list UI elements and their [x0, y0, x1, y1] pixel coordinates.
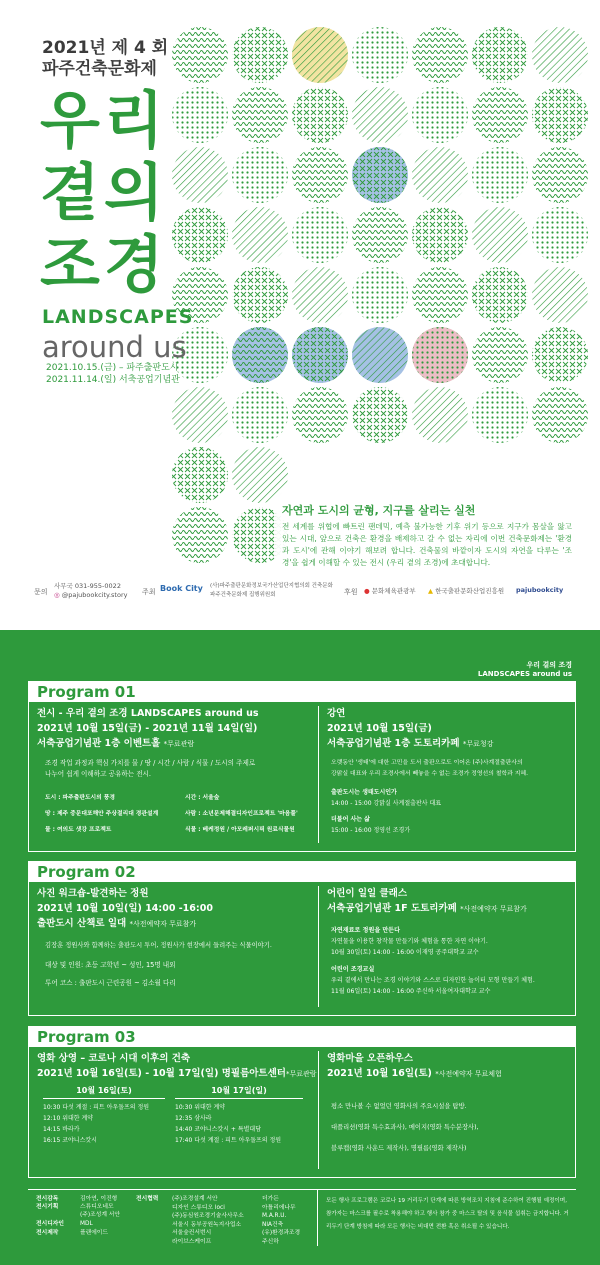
openhouse-line3: 블루캡(영화 사운드 제작사), 명필름(영화 제작사) [331, 1145, 467, 1152]
openhouse-line1: 평소 만나볼 수 없었던 영화사의 주요시설을 탐방. [331, 1103, 467, 1110]
day2-row: 17:40 다섯 계절 : 피트 아우돌프의 정원 [175, 1137, 282, 1144]
column-divider [318, 1051, 319, 1169]
film-date [37, 1066, 317, 1082]
circle-pattern-graphic [170, 25, 590, 565]
poster [0, 0, 600, 630]
pattern-circle [292, 87, 348, 143]
partner: (주)동심원조경기술사사무소 [172, 1213, 244, 1219]
openhouse-note: *사전예약자 무료체험 [435, 1070, 502, 1078]
exhibition-venue-note: *무료관람 [163, 740, 195, 748]
workshop-desc: 김장훈 정원사와 함께하는 출판도시 투어, 정원사가 현장에서 들려주는 식물이야기. [45, 942, 272, 949]
partner: (유)환경과조경 [262, 1230, 301, 1236]
day2-header: 10월 17일(일) [175, 1085, 303, 1099]
credit-planning-2: (주)조성계 서안 [80, 1212, 120, 1218]
workshop-name: 사진 워크숍-발견하는 정원 [37, 888, 149, 899]
credits-divider [317, 1190, 318, 1246]
pattern-circle [232, 267, 288, 323]
pattern-circle [172, 27, 228, 83]
lecture-column [327, 706, 571, 836]
talk2-title: 더불어 사는 삶 [331, 816, 370, 823]
talk1-info: 14:00 - 15:00 강맑실 사계절출판사 대표 [331, 800, 442, 807]
pattern-circle [352, 267, 408, 323]
talk1-title: 출판도시는 생태도시인가 [331, 789, 397, 796]
kpipa-text: 한국출판문화산업진흥원 [435, 587, 505, 595]
column-divider [318, 886, 319, 1007]
exhibition-dates [46, 362, 180, 386]
openhouse-date [327, 1066, 571, 1082]
lecture-venue-text: 서축공업기념관 1층 도토리카페 [327, 738, 460, 749]
class2-desc: 우리 곁에서 만나는 조경 이야기와 스스로 디자인한 놀이터 모형 만들기 체험. [331, 977, 535, 984]
instagram-text: @pajubookcity.story [61, 591, 128, 599]
pattern-circle [172, 147, 228, 203]
intro-block [276, 498, 576, 573]
topic-water: 물 : 여의도 샛강 프로젝트 [45, 827, 112, 833]
pattern-circle [412, 267, 468, 323]
credit-planning-1: 스튜디오네모 [80, 1204, 114, 1210]
program-03-card [28, 1026, 576, 1178]
pattern-circle [172, 507, 228, 563]
day2-row: 14:40 코야니스캇시 + 특별대담 [175, 1126, 262, 1133]
main-title-line1: 우리 [40, 84, 168, 157]
workshop-venue-text: 출판도시 산책로 일대 [37, 918, 127, 929]
class2-title: 어린이 조경교실 [331, 966, 375, 973]
kids-class-sessions [327, 925, 571, 997]
credits [28, 1189, 576, 1245]
pattern-circle [352, 327, 408, 383]
kids-venue-note: *사전예약자 무료참가 [460, 905, 527, 913]
exhibition-column [37, 706, 312, 840]
lecture-venue-note: *무료청강 [462, 740, 494, 748]
instagram-handle [54, 591, 127, 599]
festival-title [42, 38, 168, 80]
pattern-circle [292, 207, 348, 263]
talk2-info: 15:00 - 16:00 정영선 조경가 [331, 827, 411, 834]
kpipa-icon: ▲ [428, 587, 433, 595]
workshop-date: 2021년 10월 10일(일) 14:00 -16:00 [37, 903, 213, 914]
mcst-icon: ● [364, 587, 370, 595]
credit-design: MDL [80, 1221, 93, 1227]
class1-title: 자연재료로 정원을 만든다 [331, 927, 400, 934]
credit-partner-label: 전시협력 [136, 1196, 159, 1202]
host-org2: 파주건축문화제 집행위원회 [210, 592, 276, 598]
pattern-circle [172, 207, 228, 263]
pattern-circle [472, 27, 528, 83]
exhibition-desc-line2: 나누어 쉽게 이해하고 공유하는 전시. [45, 770, 152, 778]
pattern-circle [292, 27, 348, 83]
pattern-circle [412, 207, 468, 263]
pattern-circle [532, 207, 588, 263]
topic-plants: 식물 : 베케정원 / 아모레퍼시픽 원료식물원 [185, 827, 295, 833]
english-title: LANDSCAPES [42, 306, 194, 328]
pattern-circle [172, 387, 228, 443]
pattern-circle [472, 387, 528, 443]
host-org1: (사)파주출판문화정보국가산업단지협의회 건축문화 [210, 583, 333, 589]
pattern-circle [352, 207, 408, 263]
partner: 서울숲컨서번시 [172, 1230, 212, 1236]
partner: 디자인 스튜디오 loci [172, 1204, 225, 1211]
credit-production: 플랜에이드 [80, 1230, 108, 1236]
pattern-circle [352, 387, 408, 443]
kids-venue-text: 서축공업기념관 1F 도토리카페 [327, 903, 457, 914]
kids-class-name: 어린이 일일 클래스 [327, 888, 408, 899]
topic-city: 도시 : 파주출판도시의 풍경 [45, 795, 115, 801]
main-title-line2: 곁의 [40, 156, 168, 229]
pattern-circle [532, 387, 588, 443]
credit-partners-1 [172, 1195, 244, 1246]
pattern-circle [412, 27, 468, 83]
pattern-circle [292, 147, 348, 203]
pattern-circle [232, 147, 288, 203]
pattern-circle [232, 27, 288, 83]
pattern-circle [532, 87, 588, 143]
sponsor-label: 후원 [344, 588, 358, 596]
day2-row: 10:30 위대한 계약 [175, 1104, 226, 1111]
pattern-circle [232, 447, 288, 503]
film-schedule-day2 [175, 1085, 303, 1146]
partner: 주신하 [262, 1238, 279, 1245]
pattern-circle [472, 207, 528, 263]
pattern-circle [352, 87, 408, 143]
pattern-circle [172, 87, 228, 143]
pattern-circle [352, 147, 408, 203]
program-01-title: Program 01 [29, 682, 575, 702]
mcst-logo [364, 586, 416, 595]
kids-class-venue [327, 901, 571, 917]
day1-row: 10:30 다섯 계절 : 피트 아우돌프의 정원 [43, 1104, 150, 1111]
exhibition-date: 2021년 10월 15일(금) - 2021년 11월 14일(일) [37, 723, 258, 734]
pattern-circle [412, 147, 468, 203]
inquiry-label: 문의 [34, 588, 48, 596]
program-header [478, 661, 572, 679]
date-start: 2021.10.15.(금) – 파주출판도시 [46, 363, 179, 373]
program-02-title: Program 02 [29, 862, 575, 882]
partner: 라이브스케이프 [172, 1238, 212, 1245]
film-name: 영화 상영 – 코로나 시대 이후의 건축 [37, 1053, 191, 1064]
program-section [0, 630, 600, 1265]
pattern-circle [472, 267, 528, 323]
intro-title: 자연과 도시의 균형, 지구를 살리는 실천 [282, 504, 476, 517]
day1-header: 10월 16일(토) [43, 1085, 165, 1099]
pattern-circle [412, 387, 468, 443]
exhibition-topics [37, 790, 312, 840]
openhouse-line2: 대플리션(영화 특수효과사), 메이지(영화 특수분장사), [331, 1124, 479, 1131]
festival-name: 파주건축문화제 [42, 59, 157, 79]
credit-planning-label: 전시기획 [36, 1204, 59, 1210]
pattern-circle [532, 27, 588, 83]
day1-row: 16:15 코야니스캇시 [43, 1137, 97, 1144]
credit-director: 김아연, 이진형 [80, 1196, 118, 1202]
pattern-circle [292, 387, 348, 443]
host-label: 주최 [142, 588, 156, 596]
pattern-circle [352, 27, 408, 83]
topic-time: 시간 : 서울숲 [185, 795, 220, 801]
partner: (주)조경설계 서안 [172, 1196, 218, 1202]
credit-partners-2 [262, 1195, 300, 1246]
pajubookcity-logo: pajubookcity [516, 586, 564, 594]
topic-land: 땅 : 제주 중문대포해안 주상절리대 경관설계 [45, 811, 159, 817]
exhibition-desc [37, 758, 312, 780]
exhibition-name: 전시 - 우리 곁의 조경 LANDSCAPES around us [37, 708, 259, 719]
pattern-circle [472, 87, 528, 143]
partner: 아틀리에나무 [262, 1204, 296, 1211]
class1-desc: 자연물을 이용한 창작물 만들기와 체험을 통한 자연 이야기. [331, 938, 488, 945]
pattern-circle [232, 207, 288, 263]
program-02-card [28, 861, 576, 1016]
intro-text: 전 세계를 위협에 빠트린 팬데믹, 예측 불가능한 기후 위기 등으로 지구가 몸살을 앓고 있는 시대, 앞으로 건축은 환경을 배제하고 갈 수 없는 자리에 이번 건축문화제는 '환경과 도시'에 관해 이야기 해보려 합니다. 건축물의 바깥이자 도시의 자연을 다루는 '조경'을 쉽게 이해할 수 있는 전시 (우리 곁의 조경)에 초대합니다. [282, 522, 572, 567]
openhouse-column [327, 1051, 571, 1159]
lecture-desc-line1: 오랫동안 '생태'에 대한 고민을 도서 출판으로도 이어온 (주)사계절출판사의 [331, 760, 523, 766]
phone-number: 사무국 031-955-0022 [54, 582, 121, 590]
openhouse-name: 영화마을 오픈하우스 [327, 1053, 413, 1064]
lecture-name: 강연 [327, 708, 346, 719]
partner: 더가든 [262, 1196, 279, 1202]
day2-row: 12:35 삼사라 [175, 1115, 212, 1122]
openhouse-date-text: 2021년 10월 16일(토) [327, 1068, 432, 1079]
topic-people: 사람 : 소년문제해결디자인프로젝트 '마음풀' [185, 811, 298, 817]
pattern-circle [232, 387, 288, 443]
film-column [37, 1051, 317, 1082]
bookcity-logo: Book City [160, 584, 203, 593]
workshop-venue-note: *사전예약자 무료참가 [129, 920, 197, 928]
pattern-circle [472, 147, 528, 203]
exhibition-venue [37, 736, 312, 752]
credit-design-label: 전시디자인 [36, 1221, 64, 1227]
pattern-circle [292, 327, 348, 383]
english-subtitle: around us [42, 330, 187, 364]
exhibition-venue-text: 서축공업기념관 1층 이벤트홀 [37, 738, 161, 749]
instagram-icon: ◎ [54, 591, 60, 599]
pattern-circle [172, 447, 228, 503]
pattern-circle [532, 267, 588, 323]
lecture-venue [327, 736, 571, 752]
day1-row: 12:10 위대한 계약 [43, 1115, 94, 1122]
class1-info: 10월 30일(토) 14:00 - 16:00 이재영 공주대학교 교수 [331, 949, 479, 956]
class2-info: 11월 06일(토) 14:00 - 16:00 주신하 서울여자대학교 교수 [331, 988, 491, 995]
poster-footer [0, 578, 600, 608]
mcst-text: 문화체육관광부 [371, 587, 416, 595]
day1-row: 14:15 바라카 [43, 1126, 80, 1133]
festival-edition: 2021년 제 4 회 [42, 38, 169, 58]
workshop-course: 투어 코스 : 출판도시 근린공원 ~ 김소월 다리 [45, 979, 176, 987]
credit-director-label: 전시감독 [36, 1196, 59, 1202]
lecture-desc [327, 758, 571, 780]
partner: M.A.R.U. [262, 1213, 287, 1219]
workshop-column [37, 886, 312, 989]
pattern-circle [412, 87, 468, 143]
workshop-venue [37, 916, 312, 932]
lecture-date: 2021년 10월 15일(금) [327, 723, 432, 734]
pattern-circle [532, 327, 588, 383]
pattern-circle [232, 327, 288, 383]
film-date-text: 2021년 10월 16일(토) - 10월 17일(일) 명필름아트센터 [37, 1068, 286, 1079]
partner: NIA건축 [262, 1221, 284, 1228]
lecture-talks [327, 787, 571, 836]
date-end: 2021.11.14.(일) 서축공업기념관 [46, 375, 180, 385]
kpipa-logo [428, 586, 504, 595]
film-schedule-day1 [43, 1085, 165, 1146]
openhouse-desc [327, 1096, 571, 1159]
program-03-title: Program 03 [29, 1027, 575, 1047]
film-venue-note: *무료관람 [285, 1070, 317, 1078]
credit-production-label: 전시제작 [36, 1230, 59, 1236]
exhibition-desc-line1: 조경 작업 과정과 핵심 가치를 물 / 땅 / 시간 / 사람 / 식물 / 도시의 주제로 [45, 759, 256, 767]
pattern-circle [472, 327, 528, 383]
program-01-card [28, 681, 576, 852]
program-header-en: LANDSCAPES around us [477, 670, 572, 678]
pattern-circle [412, 327, 468, 383]
pattern-circle [532, 147, 588, 203]
lecture-desc-line2: 강맑실 대표와 우리 조경사에서 빼놓을 수 없는 조경가 정영선의 철학과 지혜. [331, 771, 528, 777]
column-divider [318, 706, 319, 843]
main-title-line3: 조경 [40, 228, 168, 301]
covid-notice: 모든 행사 프로그램은 코로나 19 거리두기 단계에 따른 방역조치 지침에 준수하여 진행될 예정이며, 참가자는 마스크를 필수로 착용해야 하고 행사 참가 중 마스크 탈의 및 음식물 섭취는 금지합니다. 거리두기 단계 방침에 따라 모든 행사는 비대면 전환 혹은 취소될 수 있습니다. [326, 1198, 569, 1230]
program-header-ko: 우리 곁의 조경 [526, 661, 572, 669]
workshop-target: 대상 및 인원: 초등 고학년 ~ 성인, 15명 내외 [45, 961, 176, 969]
pattern-circle [232, 87, 288, 143]
partner: 서울시 동부공원녹지사업소 [172, 1221, 242, 1228]
kids-class-column [327, 886, 571, 997]
pattern-circle [292, 267, 348, 323]
